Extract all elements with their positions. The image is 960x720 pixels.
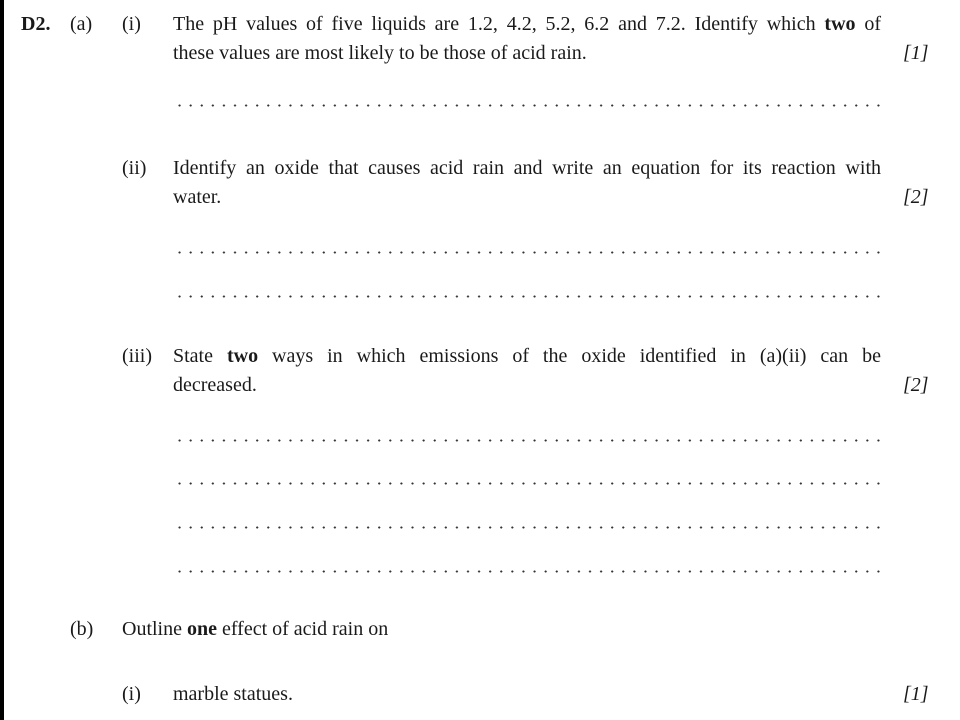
part-b-intro-text-a: Outline [122,618,182,640]
subpart-a-i-marks: [1] [903,42,929,64]
subpart-a-iii-text-a: State [173,345,213,367]
subpart-a-iii-line2: decreased. [173,374,257,396]
answer-line-a-iii-2[interactable] [174,482,880,485]
part-a-label: (a) [70,13,93,35]
subpart-b-i-marks: [1] [903,683,929,705]
subpart-a-i-text-a: The pH values of five liquids are 1.2, 4.2, 5.2, 6.2 and 7.2. Identify which [173,13,816,35]
subpart-a-ii-line1: Identify an oxide that causes acid rain and write an equation for its reaction with [173,157,881,179]
subpart-a-ii-marks: [2] [903,186,929,208]
subpart-a-iii-text-b: ways in which emissions of the oxide identified in (a)(ii) can be [272,345,882,367]
subpart-a-iii-emphasis: two [226,345,259,367]
subpart-b-i-text: marble statues. [173,683,293,705]
answer-line-a-iii-1[interactable] [174,439,880,442]
subpart-a-iii-label: (iii) [122,345,152,367]
subpart-a-iii-line1 [173,345,881,368]
answer-line-a-ii-2[interactable] [174,295,880,298]
subpart-b-i-label: (i) [122,683,141,705]
subpart-a-i-line2: these values are most likely to be those of acid rain. [173,42,587,64]
answer-line-a-iii-4[interactable] [174,570,880,573]
subpart-a-i-text-b: of [864,13,882,35]
part-b-label: (b) [70,618,94,640]
page-left-border [0,0,4,720]
subpart-a-i-emphasis: two [824,13,856,35]
subpart-a-ii-label: (ii) [122,157,147,179]
subpart-a-i-label: (i) [122,13,141,35]
part-b-intro-text-b: effect of acid rain on [222,618,389,640]
part-b-intro-emphasis: one [187,618,217,640]
answer-line-a-ii-1[interactable] [174,251,880,254]
part-b-intro [122,618,388,641]
subpart-a-i-line1 [173,13,881,36]
subpart-a-ii-line2: water. [173,186,222,208]
answer-line-a-iii-3[interactable] [174,526,880,529]
answer-line-a-i-1[interactable] [174,104,880,107]
question-number: D2. [21,13,51,35]
subpart-a-iii-marks: [2] [903,374,929,396]
